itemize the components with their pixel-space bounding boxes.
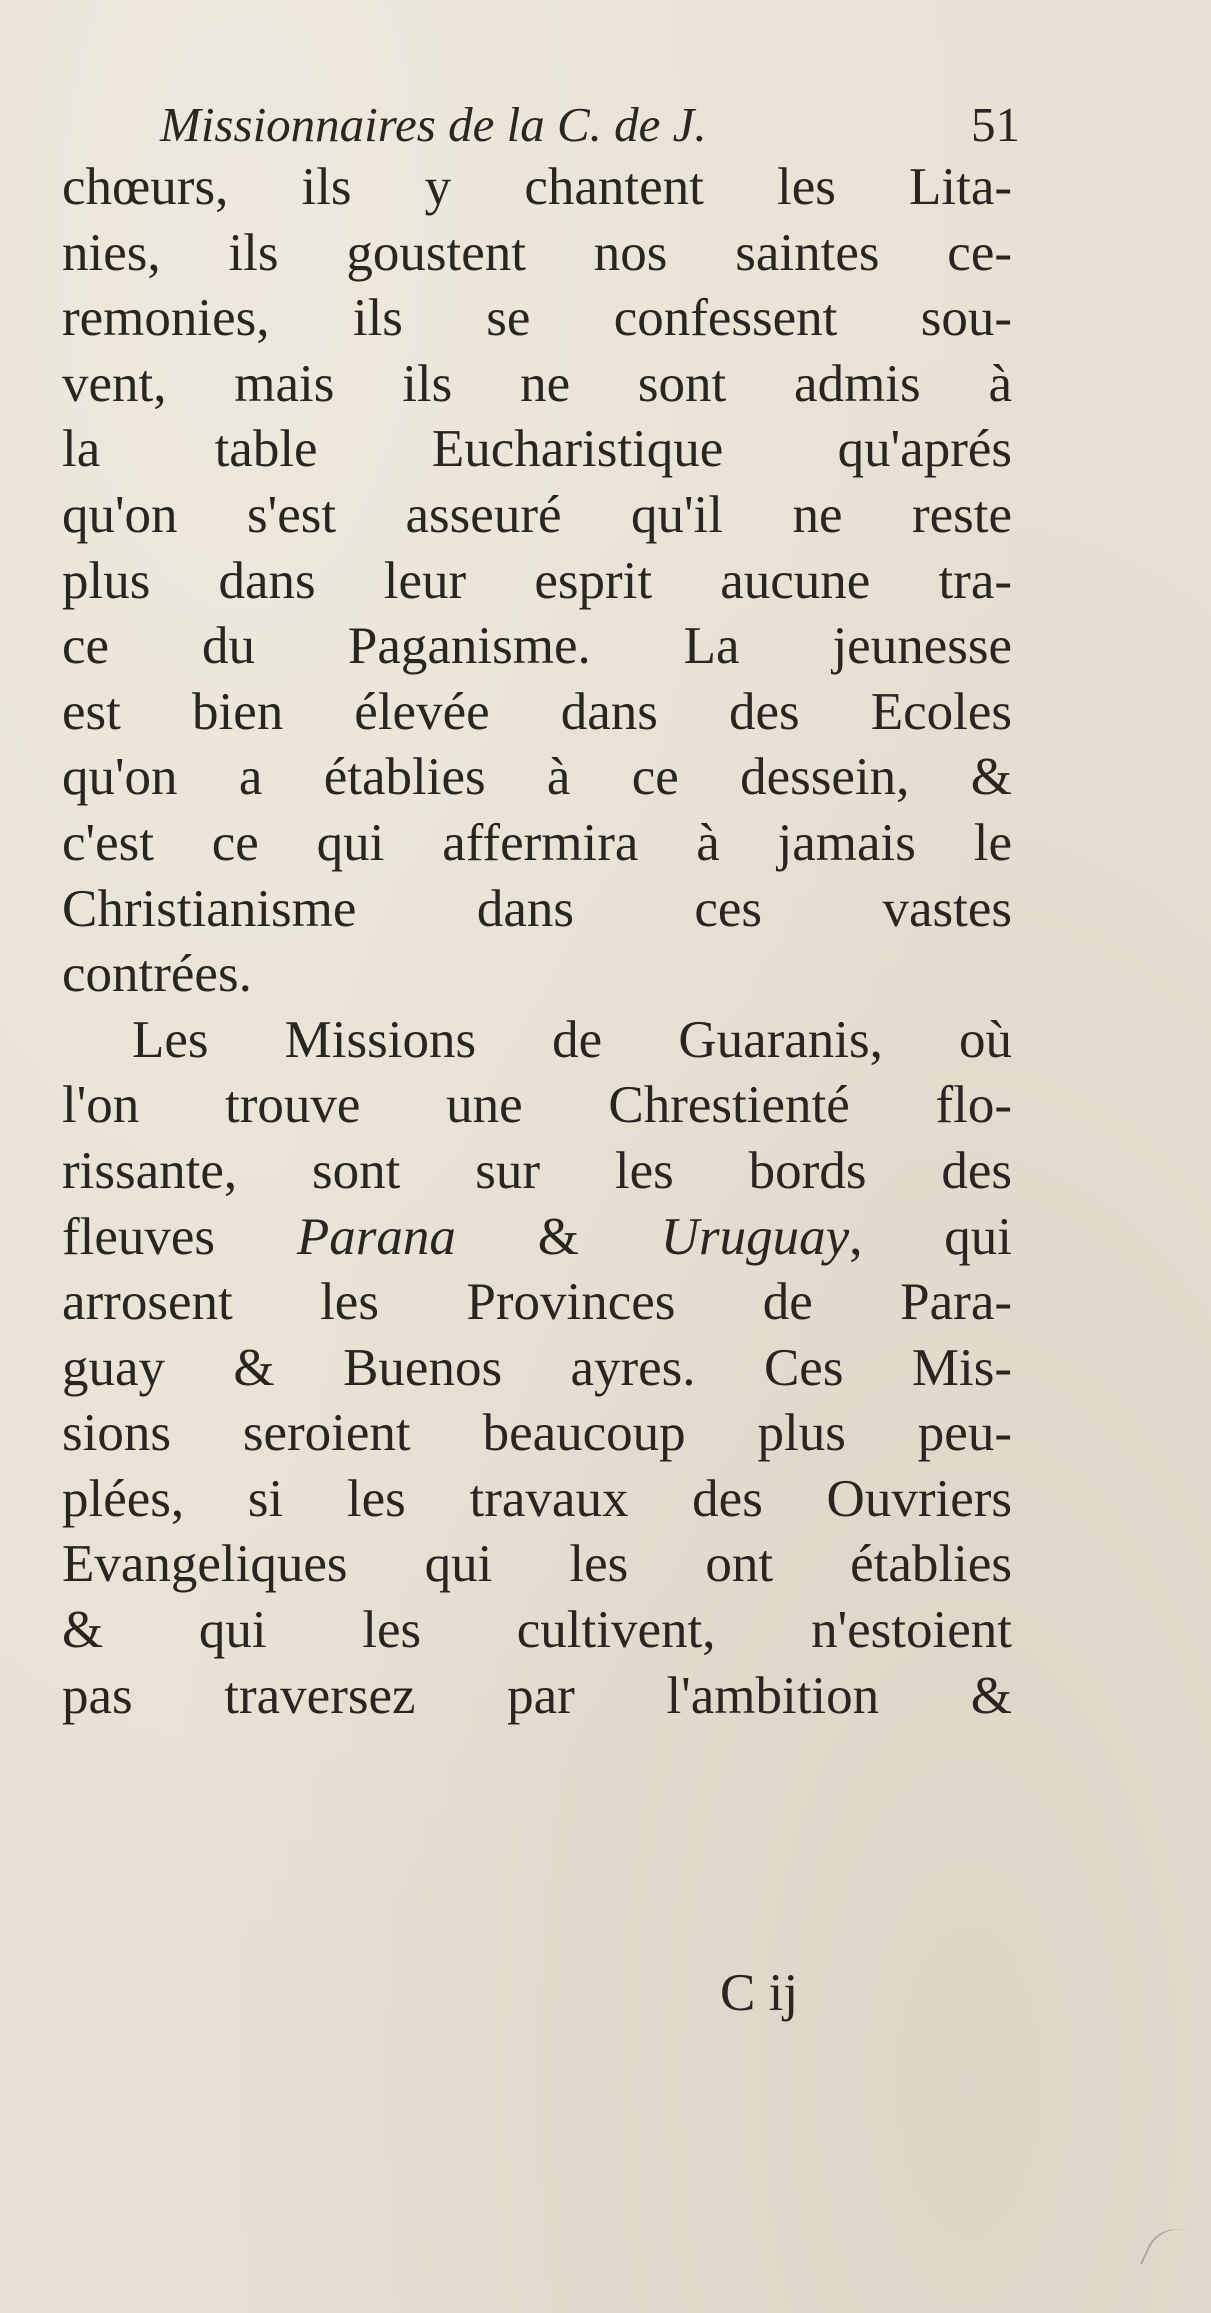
text-line: plées, si les travaux des Ouvriers [62,1469,1012,1528]
text-run: , qui [849,1207,1012,1266]
text-line: guay & Buenos ayres. Ces Mis- [62,1338,1012,1397]
text-run: fleuves [62,1207,297,1266]
text-line: & qui les cultivent, n'estoient [62,1601,1012,1660]
running-head-title: Missionnaires de la C. de J. [160,97,707,152]
pencil-mark [1140,2219,1190,2278]
text-line: la table Eucharistique qu'aprés [62,420,1012,479]
text-line: arrosent les Provinces de Para- [62,1273,1012,1332]
text-line: chœurs, ils y chantent les Lita- [62,158,1012,216]
italic-place-name: Parana [296,1207,456,1266]
text-line: Christianisme dans ces vastes [62,879,1012,938]
paragraph-end-line: contrées. [62,945,252,1004]
text-line: plus dans leur esprit aucune tra- [62,551,1012,610]
italic-place-name: Uruguay [660,1207,850,1266]
text-line: vent, mais ils ne sont admis à [62,354,1012,413]
text-line: rissante, sont sur les bords des [62,1141,1012,1200]
text-line: est bien élevée dans des Ecoles [62,682,1012,741]
text-run: & [455,1207,661,1266]
text-line: qu'on s'est asseuré qu'il ne reste [62,485,1012,544]
text-line: nies, ils goustent nos saintes ce- [62,223,1012,282]
text-line: l'on trouve une Chrestienté flo- [62,1076,1012,1135]
text-line-italics [62,1205,1012,1271]
body-text [62,155,1012,1729]
paragraph-start-line: Les Missions de Guaranis, où [132,1010,1012,1069]
running-head [160,95,1020,155]
text-line: remonies, ils se confessent sou- [62,289,1012,348]
text-line: sions seroient beaucoup plus peu- [62,1404,1012,1463]
text-line: pas traversez par l'ambition & [62,1666,1012,1725]
page-number: 51 [971,97,1020,152]
text-line: ce du Paganisme. La jeunesse [62,617,1012,676]
text-line: qu'on a établies à ce dessein, & [62,748,1012,807]
text-line: Evangeliques qui les ont établies [62,1535,1012,1594]
signature-mark: C ij [720,1964,799,2022]
text-line: c'est ce qui affermira à jamais le [62,813,1012,872]
